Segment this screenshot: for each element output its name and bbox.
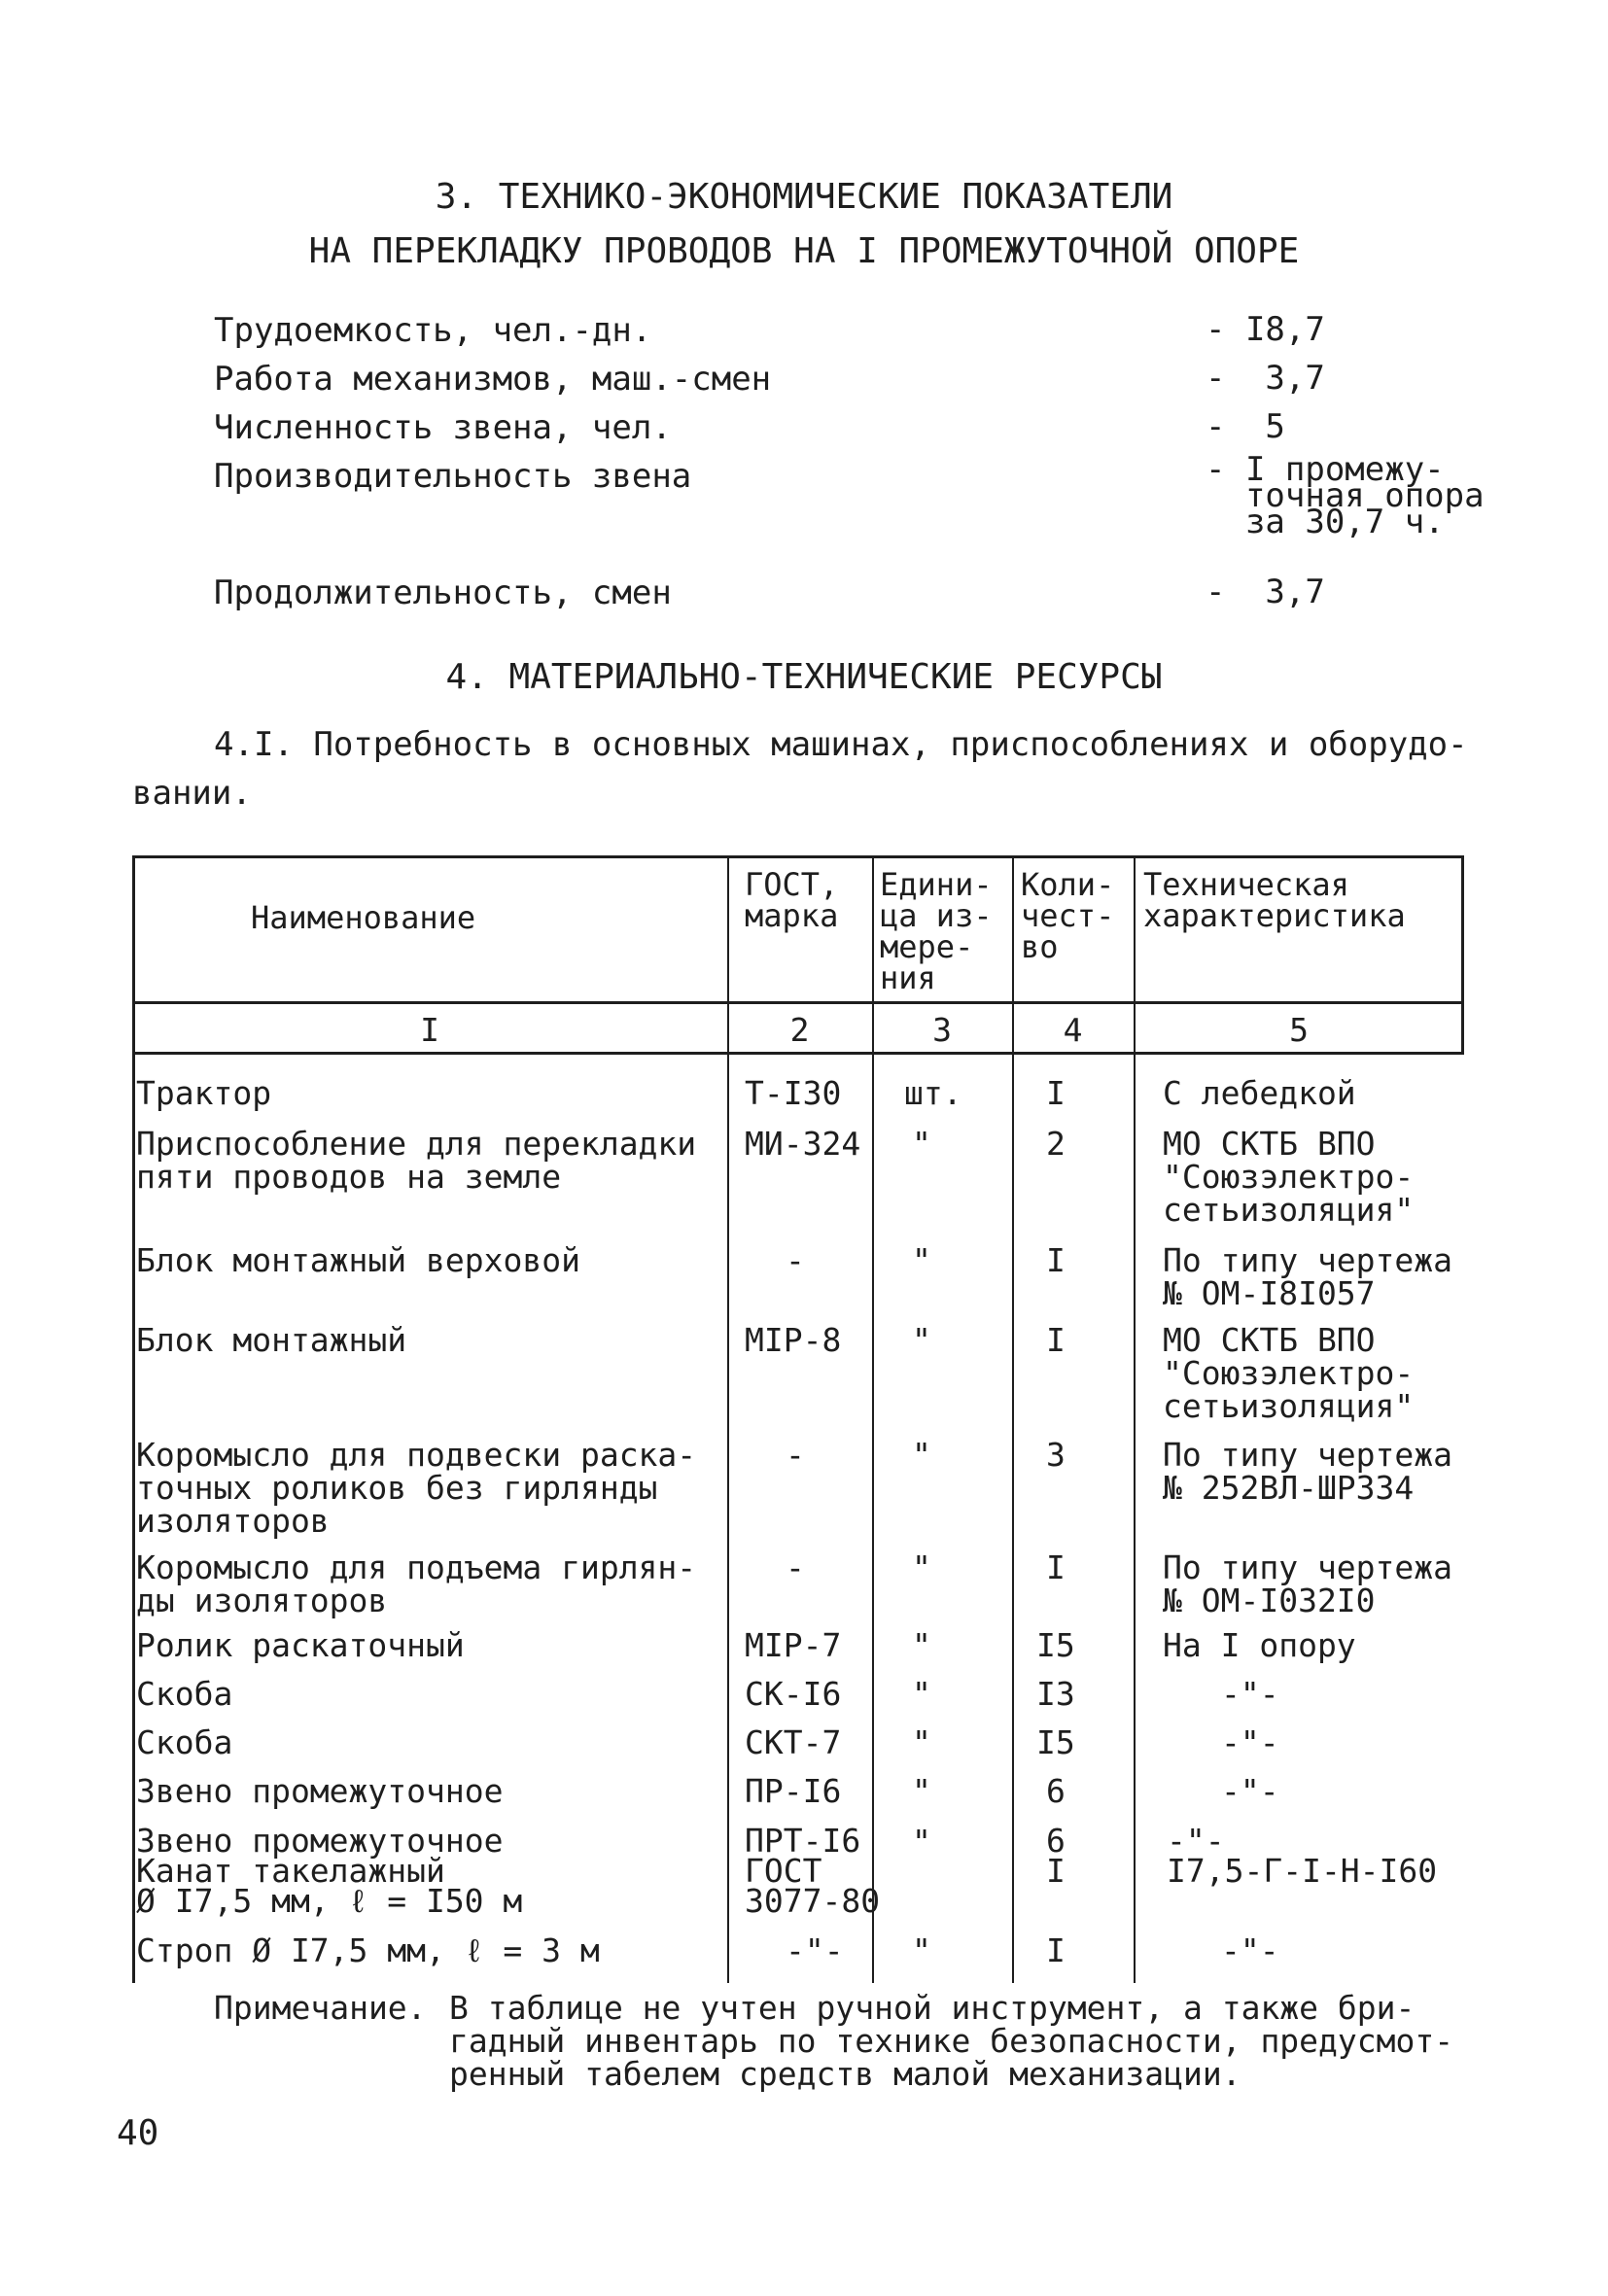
cell-qty: I3: [1036, 1675, 1075, 1713]
table-column-number: 4: [1063, 1011, 1083, 1049]
cell-gost: СК-I6: [745, 1675, 842, 1713]
cell-unit: ": [912, 1321, 931, 1359]
cell-qty: I: [1046, 1321, 1066, 1359]
note-line3: ренный табелем средств малой механизации.: [449, 2055, 1241, 2093]
cell-gost: ПР-I6: [745, 1772, 842, 1810]
cell-qty: 3: [1046, 1436, 1066, 1474]
cell-gost: -"-: [786, 1931, 844, 1969]
table-header-spec: Техническая характеристика: [1143, 866, 1406, 934]
cell-unit: шт.: [904, 1074, 962, 1112]
cell-name: Ролик раскаточный: [136, 1626, 465, 1664]
cell-spec: -"- I7,5-Г-I-Н-I60: [1167, 1822, 1438, 1890]
subsection-text-line1: 4.I. Потребность в основных машинах, приспособлениях и оборудо-: [214, 725, 1468, 764]
cell-name: Звено промежуточное Канат такелажный Ø I7,5 мм, ℓ = I50 м: [136, 1822, 523, 1920]
cell-gost: МIР-7: [745, 1626, 842, 1664]
table-border-top: [132, 855, 1464, 858]
cell-qty: I5: [1036, 1626, 1075, 1664]
cell-name: Скоба: [136, 1675, 233, 1713]
cell-qty: I: [1046, 1931, 1066, 1969]
page-number: 40: [117, 2113, 159, 2153]
indicator-label: Трудоемкость, чел.-дн.: [214, 311, 652, 350]
cell-name: Звено промежуточное: [136, 1772, 504, 1810]
cell-unit: ": [912, 1723, 931, 1761]
cell-spec: -"-: [1221, 1772, 1279, 1810]
table-column-number: 5: [1289, 1011, 1309, 1049]
indicator-label: Продолжительность, смен: [214, 574, 672, 612]
cell-name: Строп Ø I7,5 мм, ℓ = 3 м: [136, 1931, 600, 1969]
section3-title-line2: НА ПЕРЕКЛАДКУ ПРОВОДОВ НА I ПРОМЕЖУТОЧНОЙ ОПОРЕ: [308, 231, 1300, 271]
cell-qty: I: [1046, 1548, 1066, 1586]
note-label: Примечание.: [214, 1989, 427, 2027]
indicator-row: [214, 360, 1507, 406]
cell-qty: 2: [1046, 1125, 1066, 1163]
cell-qty: 6 I: [1046, 1822, 1066, 1890]
table-border-numbers-bottom: [132, 1052, 1464, 1055]
note-line1: В таблице не учтен ручной инструмент, а также бри-: [449, 1989, 1416, 2027]
section3-title-line1: 3. ТЕХНИКО-ЭКОНОМИЧЕСКИЕ ПОКАЗАТЕЛИ: [435, 177, 1173, 217]
cell-spec: -"-: [1221, 1931, 1279, 1969]
cell-gost: -: [786, 1548, 805, 1586]
indicator-value: - I промежу- точная опора за 30,7 ч.: [1206, 450, 1485, 541]
indicator-label: Работа механизмов, маш.-смен: [214, 360, 772, 399]
table-border-header-bottom: [132, 1001, 1464, 1004]
cell-qty: I: [1046, 1241, 1066, 1279]
cell-unit: ": [912, 1772, 931, 1810]
indicator-value: - 5: [1206, 407, 1285, 446]
cell-gost: Т-I30: [745, 1074, 842, 1112]
indicator-value: - 3,7: [1206, 359, 1325, 398]
cell-name: Скоба: [136, 1723, 233, 1761]
cell-unit: ": [912, 1436, 931, 1474]
cell-spec: МО СКТБ ВПО "Союзэлектро- сетьизоляция": [1163, 1321, 1415, 1425]
cell-gost: -: [786, 1436, 805, 1474]
indicator-row: [214, 574, 1507, 620]
cell-name: Блок монтажный верховой: [136, 1241, 580, 1279]
table-column-number: 2: [789, 1011, 810, 1049]
indicator-row: [214, 311, 1507, 358]
table-header-unit: Едини- ца из- мере- ния: [880, 866, 993, 996]
indicator-label: Численность звена, чел.: [214, 408, 672, 447]
table-column-number: 3: [932, 1011, 952, 1049]
cell-spec: По типу чертежа № 252ВЛ-ШР334: [1163, 1436, 1453, 1507]
cell-spec: По типу чертежа № ОМ-I032I0: [1163, 1548, 1453, 1619]
cell-unit: ": [912, 1675, 931, 1713]
cell-gost: СКТ-7: [745, 1723, 842, 1761]
cell-spec: С лебедкой: [1163, 1074, 1356, 1112]
cell-unit: ": [912, 1626, 931, 1664]
cell-spec: На I опору: [1163, 1626, 1356, 1664]
cell-gost: МIР-8: [745, 1321, 842, 1359]
table-column-number: I: [420, 1011, 439, 1049]
cell-unit: ": [912, 1125, 931, 1163]
cell-qty: I: [1046, 1074, 1066, 1112]
table-header-name: Наименование: [251, 899, 476, 936]
cell-gost: -: [786, 1241, 805, 1279]
subsection-text-line2: вании.: [132, 774, 252, 813]
section4-title: 4. МАТЕРИАЛЬНО-ТЕХНИЧЕСКИЕ РЕСУРСЫ: [445, 657, 1163, 697]
note-line2: гадный инвентарь по технике безопасности, предусмот-: [449, 2022, 1454, 2060]
cell-gost: ПРТ-I6 ГОСТ 3077-80: [745, 1822, 881, 1920]
cell-spec: -"-: [1221, 1675, 1279, 1713]
cell-name: Коромысло для подвески раска- точных роликов без гирлянды изоляторов: [136, 1436, 697, 1540]
cell-unit: ": [912, 1548, 931, 1586]
cell-name: Коромысло для подъема гирлян- ды изоляторов: [136, 1548, 697, 1619]
table-header-qty: Коли- чест- во: [1021, 866, 1115, 965]
indicator-label: Производительность звена: [214, 457, 692, 496]
indicator-row: [214, 450, 1507, 574]
cell-name: Приспособление для перекладки пяти проводов на земле: [136, 1125, 697, 1196]
cell-spec: По типу чертежа № ОМ-I8I057: [1163, 1241, 1453, 1312]
indicator-value: - I8,7: [1206, 310, 1325, 349]
table-header-gost: ГОСТ, марка: [745, 866, 839, 934]
cell-unit: ": [912, 1823, 931, 1861]
cell-gost: МИ-324: [745, 1125, 861, 1163]
cell-qty: I5: [1036, 1723, 1075, 1761]
cell-qty: 6: [1046, 1772, 1066, 1810]
cell-unit: ": [912, 1241, 931, 1279]
cell-name: Блок монтажный: [136, 1321, 407, 1359]
indicator-row: [214, 408, 1507, 455]
cell-name: Трактор: [136, 1074, 272, 1112]
cell-unit: ": [912, 1931, 931, 1969]
cell-spec: -"-: [1221, 1723, 1279, 1761]
cell-spec: МО СКТБ ВПО "Союзэлектро- сетьизоляция": [1163, 1125, 1415, 1229]
indicator-value: - 3,7: [1206, 573, 1325, 611]
